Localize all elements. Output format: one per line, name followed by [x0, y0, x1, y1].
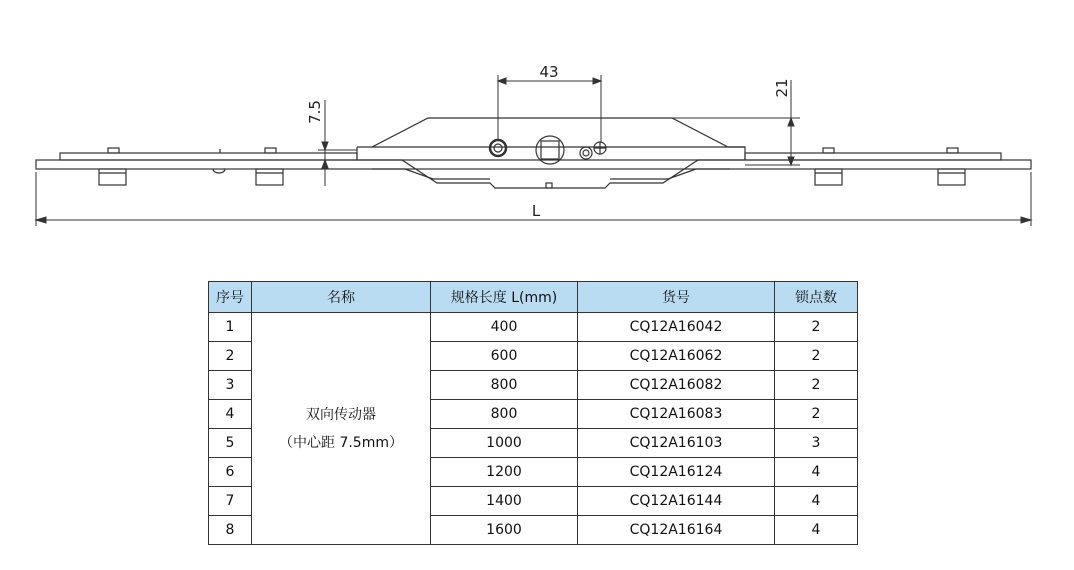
header-length: 规格长度 L(mm)	[431, 282, 578, 313]
dim-21-label: 21	[773, 78, 791, 98]
row-length: 1400	[431, 487, 578, 516]
gear-cover	[357, 118, 745, 160]
dim-L-label: L	[531, 202, 541, 220]
left-rail	[60, 153, 357, 160]
header-code: 货号	[578, 282, 775, 313]
row-code: CQ12A16103	[578, 429, 775, 458]
product-name: 双向传动器	[306, 406, 376, 423]
row-locks: 4	[775, 458, 858, 487]
row-index: 3	[209, 371, 252, 400]
row-index: 6	[209, 458, 252, 487]
row-locks: 2	[775, 342, 858, 371]
table-header-row	[209, 282, 858, 313]
row-index: 8	[209, 516, 252, 545]
lock-block	[256, 169, 283, 185]
row-length: 1600	[431, 516, 578, 545]
lock-block	[99, 169, 126, 185]
row-length: 800	[431, 400, 578, 429]
row-length: 800	[431, 371, 578, 400]
row-locks: 2	[775, 313, 858, 342]
row-locks: 3	[775, 429, 858, 458]
right-rail	[745, 153, 1001, 160]
spec-table	[208, 281, 858, 545]
header-name: 名称	[252, 282, 431, 313]
row-code: CQ12A16144	[578, 487, 775, 516]
row-length: 1000	[431, 429, 578, 458]
row-locks: 2	[775, 371, 858, 400]
row-code: CQ12A16083	[578, 400, 775, 429]
row-index: 4	[209, 400, 252, 429]
row-code: CQ12A16082	[578, 371, 775, 400]
technical-drawing	[0, 0, 1074, 250]
header-index: 序号	[209, 282, 252, 313]
row-locks: 4	[775, 487, 858, 516]
product-center-distance: （中心距 7.5mm）	[279, 434, 403, 451]
product-name-cell	[252, 313, 431, 545]
base-bar	[36, 160, 1031, 169]
row-index: 1	[209, 313, 252, 342]
row-index: 7	[209, 487, 252, 516]
row-code: CQ12A16042	[578, 313, 775, 342]
table-row	[209, 313, 858, 342]
row-length: 400	[431, 313, 578, 342]
row-code: CQ12A16164	[578, 516, 775, 545]
row-length: 1200	[431, 458, 578, 487]
dim-43-label: 43	[539, 63, 559, 81]
dim-7.5-label: 7.5	[306, 100, 324, 124]
row-code: CQ12A16062	[578, 342, 775, 371]
row-locks: 4	[775, 516, 858, 545]
header-locks: 锁点数	[775, 282, 858, 313]
row-length: 600	[431, 342, 578, 371]
row-index: 2	[209, 342, 252, 371]
row-locks: 2	[775, 400, 858, 429]
lock-block	[815, 169, 842, 185]
row-code: CQ12A16124	[578, 458, 775, 487]
row-index: 5	[209, 429, 252, 458]
lock-block	[938, 169, 965, 185]
